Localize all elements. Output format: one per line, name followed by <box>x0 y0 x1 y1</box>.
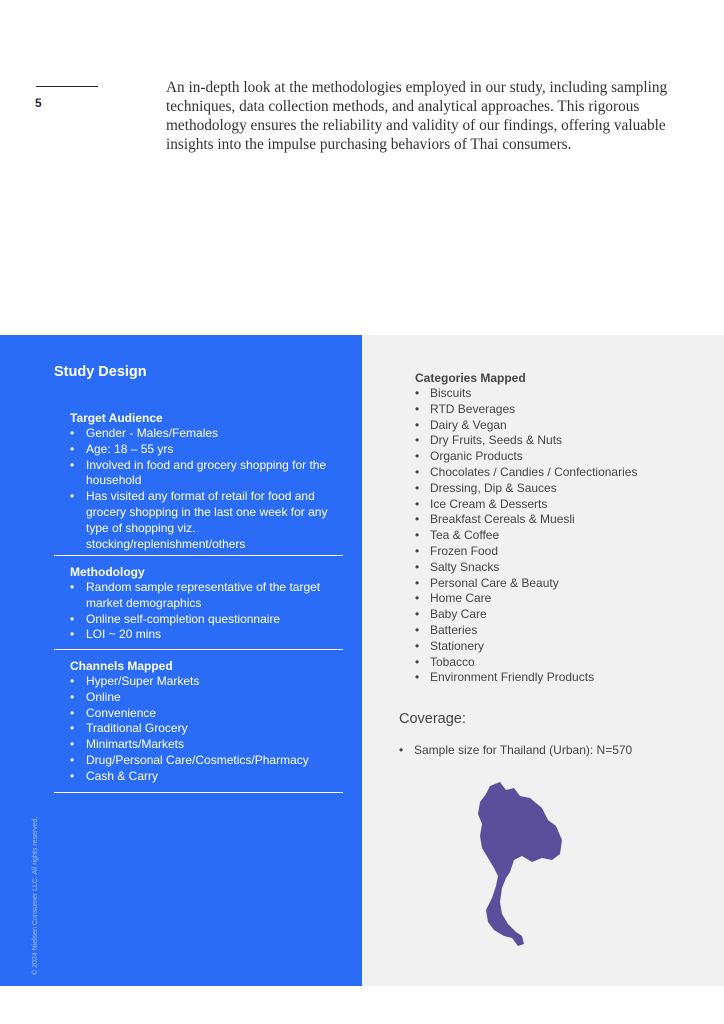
list-item: • Minimarts/Markets <box>54 737 343 753</box>
thailand-map-icon <box>472 778 568 948</box>
list-item: • Sample size for Thailand (Urban): N=570 <box>399 743 699 759</box>
list-item: • Biscuits <box>415 386 715 402</box>
list-item: • Convenience <box>54 706 343 722</box>
list-item: • Age: 18 – 55 yrs <box>54 442 343 458</box>
categories-list <box>415 386 715 686</box>
list-item: • Organic Products <box>415 449 715 465</box>
list-item: • Gender - Males/Females <box>54 426 343 442</box>
list-item: • Breakfast Cereals & Muesli <box>415 512 715 528</box>
list-item: • Chocolates / Candies / Confectionaries <box>415 465 715 481</box>
study-design-panel <box>0 335 362 986</box>
target-audience-heading: Target Audience <box>70 411 163 425</box>
methodology-list <box>54 580 343 643</box>
thailand-shape <box>478 782 562 946</box>
coverage-list <box>399 743 699 759</box>
list-item: • Tobacco <box>415 655 715 671</box>
list-item: • Tea & Coffee <box>415 528 715 544</box>
channels-section <box>54 658 343 793</box>
list-item: • Personal Care & Beauty <box>415 576 715 592</box>
list-item: • Hyper/Super Markets <box>54 674 343 690</box>
list-item: • Environment Friendly Products <box>415 670 715 686</box>
list-item: • Involved in food and grocery shopping for the household <box>54 458 343 490</box>
page-number: 5 <box>35 96 42 110</box>
categories-heading: Categories Mapped <box>415 371 526 385</box>
list-item: • Has visited any format of retail for food and grocery shopping in the last one week for any type of shopping viz. stocking/replenishment/others <box>54 489 343 552</box>
intro-paragraph: An in-depth look at the methodologies employed in our study, including sampling techniques, data collection methods, and analytical approaches. This rigorous methodology ensures the reliability and validity of our findings, offering valuable insights into the impulse purchasing behaviors of Thai consumers. <box>166 79 668 153</box>
list-item: • Traditional Grocery <box>54 721 343 737</box>
list-item: • LOI ~ 20 mins <box>54 627 343 643</box>
target-audience-section <box>54 410 343 556</box>
page-number-rule <box>36 86 98 87</box>
list-item: • Drug/Personal Care/Cosmetics/Pharmacy <box>54 753 343 769</box>
study-design-title: Study Design <box>54 364 147 380</box>
list-item: • Dressing, Dip & Sauces <box>415 481 715 497</box>
target-audience-list <box>54 426 343 552</box>
methodology-section <box>54 564 343 650</box>
list-item: • Dry Fruits, Seeds & Nuts <box>415 433 715 449</box>
list-item: • Random sample representative of the target market demographics <box>54 580 343 612</box>
coverage-title: Coverage: <box>399 711 466 727</box>
list-item: • Stationery <box>415 639 715 655</box>
channels-heading: Channels Mapped <box>70 659 173 673</box>
list-item: • RTD Beverages <box>415 402 715 418</box>
list-item: • Home Care <box>415 591 715 607</box>
list-item: • Online self-completion questionnaire <box>54 612 343 628</box>
list-item: • Ice Cream & Desserts <box>415 497 715 513</box>
list-item: • Salty Snacks <box>415 560 715 576</box>
methodology-heading: Methodology <box>70 565 145 579</box>
list-item: • Dairy & Vegan <box>415 418 715 434</box>
copyright-notice: © 2024 Nielsen Consumer LLC. All rights reserved. <box>32 816 39 975</box>
channels-list <box>54 674 343 785</box>
list-item: • Baby Care <box>415 607 715 623</box>
list-item: • Batteries <box>415 623 715 639</box>
list-item: • Cash & Carry <box>54 769 343 785</box>
list-item: • Frozen Food <box>415 544 715 560</box>
list-item: • Online <box>54 690 343 706</box>
